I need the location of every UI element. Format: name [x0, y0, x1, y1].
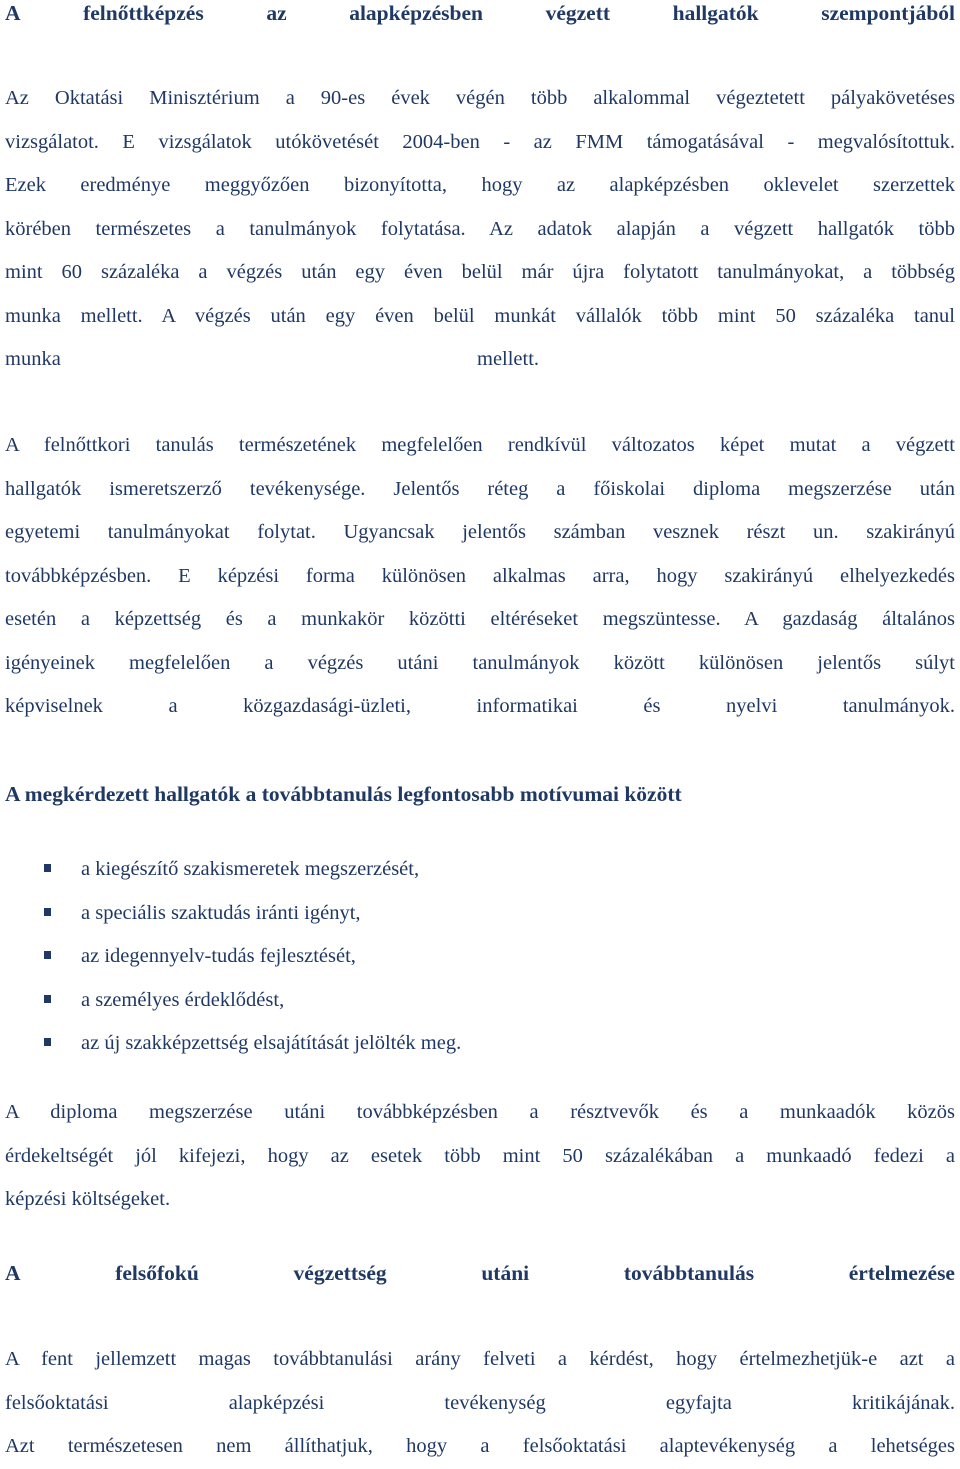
section-heading-ertelmezes [5, 1260, 955, 1286]
paragraph-line: A diploma megszerzése utáni továbbképzésben a résztvevők és a munkaadók közös [5, 1101, 955, 1123]
motive-bullet-list [5, 848, 955, 1066]
paragraph-felnottkori-tanulas [5, 424, 955, 729]
list-item-text: az új szakképzettség elsajátítását jelölték meg. [81, 1032, 462, 1054]
list-item [5, 892, 955, 936]
paragraph-line: igényeinek megfelelően a végzés utáni tanulmányok között különösen jelentős súlyt [5, 651, 955, 674]
list-item-text: a speciális szaktudás iránti igényt, [81, 901, 361, 924]
list-item-text: a személyes érdeklődést, [81, 988, 285, 1011]
heading-word: alapképzésben [349, 1, 483, 25]
paragraph-line: körében természetes a tanulmányok folytatása. Az adatok alapján a végzett hallgatók több [5, 217, 955, 240]
paragraph-line: Ezek eredménye meggyőzően bizonyította, hogy az alapképzésben oklevelet szerzettek [5, 174, 955, 196]
paragraph-word: munka [5, 348, 61, 370]
paragraph-line: hallgatók ismeretszerző tevékenysége. Jelentős réteg a főiskolai diploma megszerzése után [5, 477, 955, 500]
square-bullet-icon [44, 908, 51, 916]
heading-word: felnőttképzés [83, 1, 204, 25]
square-bullet-icon [44, 864, 51, 872]
heading-word: hallgatók [672, 1, 759, 25]
square-bullet-icon [44, 951, 51, 959]
paragraph-diploma-tovabbkepzes [5, 1091, 955, 1222]
heading-word: utáni [481, 1261, 530, 1285]
paragraph-line: képzési költségeket. [5, 1188, 171, 1210]
paragraph-line: vizsgálatot. E vizsgálatok utókövetését 2004-ben - az FMM támogatásával - megvalósítottuk. [5, 130, 955, 153]
paragraph-line: A fent jellemzett magas továbbtanulási arány felveti a kérdést, hogy értelmezhetjük-e azt a [5, 1348, 955, 1370]
paragraph-line: munka mellett. A végzés után egy éven belül munkát vállalók több mint 50 százaléka tanul [5, 304, 955, 327]
heading-word: végzett [545, 1, 611, 25]
paragraph-line: Az Oktatási Minisztérium a 90-es évek végén több alkalommal végeztetett pályakövetéses [5, 87, 955, 109]
paragraph-line: felsőoktatási alapképzési tevékenység egyfajta kritikájának. [5, 1391, 955, 1414]
heading-word: értelmezése [848, 1261, 955, 1285]
paragraph-line: továbbképzésben. E képzési forma különösen alkalmas arra, hogy szakirányú elhelyezkedés [5, 564, 955, 587]
square-bullet-icon [44, 1038, 51, 1046]
paragraph-line: egyetemi tanulmányokat folytat. Ugyancsak jelentős számban vesznek részt un. szakirányú [5, 521, 955, 543]
heading-word: A [5, 1, 21, 25]
heading-word: végzettség [293, 1261, 387, 1285]
list-item-text: az idegennyelv-tudás fejlesztését, [81, 945, 356, 967]
paragraph-line: mint 60 százaléka a végzés után egy éven belül már újra folytatott tanulmányokat, a többség [5, 261, 955, 283]
paragraph-line: képviselnek a közgazdasági-üzleti, informatikai és nyelvi tanulmányok. [5, 695, 955, 717]
paragraph-tovabbtanulasi-arany [5, 1338, 955, 1469]
square-bullet-icon [44, 995, 51, 1003]
list-item [5, 935, 955, 979]
heading-word: szempontjából [821, 1, 955, 25]
paragraph-palyakovetes [5, 77, 955, 382]
list-item [5, 979, 955, 1023]
section-heading-felnottkepzes [5, 0, 955, 26]
paragraph-word: mellett. [477, 348, 540, 370]
list-item [5, 1022, 955, 1066]
paragraph-line: esetén a képzettség és a munkakör közötti eltéréseket megszüntesse. A gazdaság általános [5, 608, 955, 630]
paragraph-line [5, 338, 955, 382]
paragraph-line: A felnőttkori tanulás természetének megfelelően rendkívül változatos képet mutat a végzett [5, 434, 955, 456]
paragraph-line: Azt természetesen nem állíthatjuk, hogy a felsőoktatási alaptevékenység a lehetséges [5, 1435, 955, 1457]
heading-word: felsőfokú [115, 1261, 199, 1285]
list-item [5, 848, 955, 892]
paragraph-line: érdekeltségét jól kifejezi, hogy az esetek több mint 50 százalékában a munkaadó fedezi a [5, 1144, 955, 1167]
heading-word: továbbtanulás [623, 1261, 755, 1285]
heading-word: az [266, 1, 287, 25]
section-heading-motivumok: A megkérdezett hallgatók a továbbtanulás legfontosabb motívumai között [5, 782, 682, 806]
list-item-text: a kiegészítő szakismeretek megszerzését, [81, 858, 420, 880]
heading-word: A [5, 1261, 21, 1285]
